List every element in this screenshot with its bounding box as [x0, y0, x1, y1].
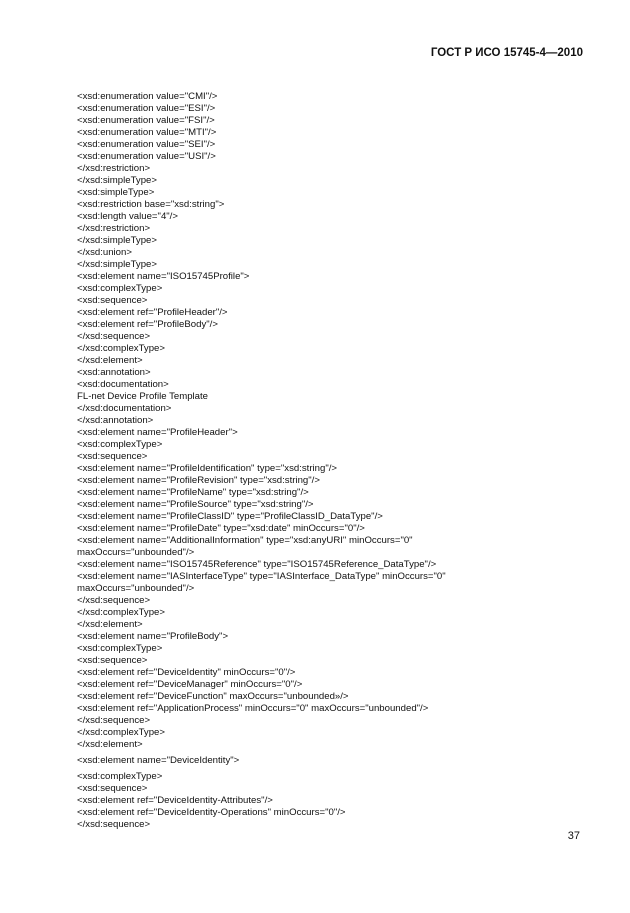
code-line: </xsd:sequence>: [77, 595, 151, 606]
code-line: <xsd:element name="ISO15745Reference" type="ISO15745Reference_DataType"/>: [77, 559, 437, 570]
code-line: </xsd:sequence>: [77, 819, 151, 830]
code-line: </xsd:restriction>: [77, 163, 151, 174]
code-line: <xsd:element ref="DeviceFunction" maxOccurs="unbounded»/>: [77, 691, 349, 702]
code-line: <xsd:element ref="DeviceIdentity-Attributes"/>: [77, 795, 273, 806]
page-number: 37: [567, 830, 580, 842]
code-line: <xsd:element name="ProfileBody">: [77, 631, 229, 642]
code-line: </xsd:complexType>: [77, 607, 165, 618]
code-line: <xsd:element ref="ProfileHeader"/>: [77, 307, 228, 318]
code-line: <xsd:restriction base="xsd:string">: [77, 199, 225, 210]
code-line: </xsd:simpleType>: [77, 259, 157, 270]
code-line: <xsd:element ref="ApplicationProcess" minOccurs="0" maxOccurs="unbounded"/>: [77, 703, 429, 714]
code-line: <xsd:enumeration value="ESI"/>: [77, 103, 216, 114]
code-line: <xsd:sequence>: [77, 783, 148, 794]
code-line: </xsd:sequence>: [77, 331, 151, 342]
code-line: <xsd:element name="AdditionalInformation" type="xsd:anyURI" minOccurs="0": [77, 535, 413, 546]
code-line: <xsd:element name="ProfileHeader">: [77, 427, 238, 438]
code-line: </xsd:element>: [77, 739, 143, 750]
code-line: <xsd:element name="ISO15745Profile">: [77, 271, 250, 282]
code-line: <xsd:element name="ProfileName" type="xsd:string"/>: [77, 487, 309, 498]
code-line: <xsd:element name="DeviceIdentity">: [77, 755, 240, 766]
code-line: <xsd:annotation>: [77, 367, 151, 378]
code-line: <xsd:complexType>: [77, 643, 163, 654]
code-line: <xsd:element name="ProfileRevision" type="xsd:string"/>: [77, 475, 320, 486]
code-line: <xsd:sequence>: [77, 295, 148, 306]
code-line: <xsd:simpleType>: [77, 187, 155, 198]
code-line: </xsd:simpleType>: [77, 175, 157, 186]
code-line: </xsd:restriction>: [77, 223, 151, 234]
code-line: <xsd:element ref="ProfileBody"/>: [77, 319, 218, 330]
code-line: <xsd:complexType>: [77, 439, 163, 450]
code-line: <xsd:complexType>: [77, 771, 163, 782]
code-line: <xsd:enumeration value="FSI"/>: [77, 115, 215, 126]
code-line: </xsd:union>: [77, 247, 132, 258]
code-line: <xsd:element ref="DeviceManager" minOccurs="0"/>: [77, 679, 303, 690]
code-line: <xsd:element name="ProfileIdentification" type="xsd:string"/>: [77, 463, 338, 474]
code-line: <xsd:complexType>: [77, 283, 163, 294]
code-line: <xsd:sequence>: [77, 655, 148, 666]
code-line: <xsd:element name="ProfileClassID" type="ProfileClassID_DataType"/>: [77, 511, 383, 522]
code-line: </xsd:annotation>: [77, 415, 154, 426]
code-line: <xsd:element name="ProfileSource" type="xsd:string"/>: [77, 499, 314, 510]
code-line: FL-net Device Profile Template: [77, 391, 208, 402]
code-line: <xsd:sequence>: [77, 451, 148, 462]
code-line: </xsd:sequence>: [77, 715, 151, 726]
code-line: <xsd:element ref="DeviceIdentity-Operations" minOccurs="0"/>: [77, 807, 346, 818]
code-line: <xsd:element name="IASInterfaceType" type="IASInterface_DataType" minOccurs="0": [77, 571, 446, 582]
code-line: maxOccurs="unbounded"/>: [77, 547, 195, 558]
code-line: <xsd:enumeration value="USI"/>: [77, 151, 216, 162]
code-line: <xsd:documentation>: [77, 379, 169, 390]
code-line: <xsd:length value="4"/>: [77, 211, 178, 222]
document-header: ГОСТ Р ИСО 15745-4—2010: [430, 47, 583, 59]
code-line: <xsd:enumeration value="CMI"/>: [77, 91, 218, 102]
code-line: <xsd:enumeration value="SEI"/>: [77, 139, 216, 150]
code-line: <xsd:element name="ProfileDate" type="xsd:date" minOccurs="0"/>: [77, 523, 365, 534]
code-line: maxOccurs="unbounded"/>: [77, 583, 195, 594]
code-line: </xsd:element>: [77, 355, 143, 366]
code-line: <xsd:enumeration value="MTI"/>: [77, 127, 217, 138]
code-line: </xsd:simpleType>: [77, 235, 157, 246]
code-line: </xsd:documentation>: [77, 403, 172, 414]
code-line: </xsd:complexType>: [77, 343, 165, 354]
code-line: </xsd:complexType>: [77, 727, 165, 738]
code-line: </xsd:element>: [77, 619, 143, 630]
code-line: <xsd:element ref="DeviceIdentity" minOccurs="0"/>: [77, 667, 296, 678]
xsd-code-listing: [77, 91, 446, 831]
